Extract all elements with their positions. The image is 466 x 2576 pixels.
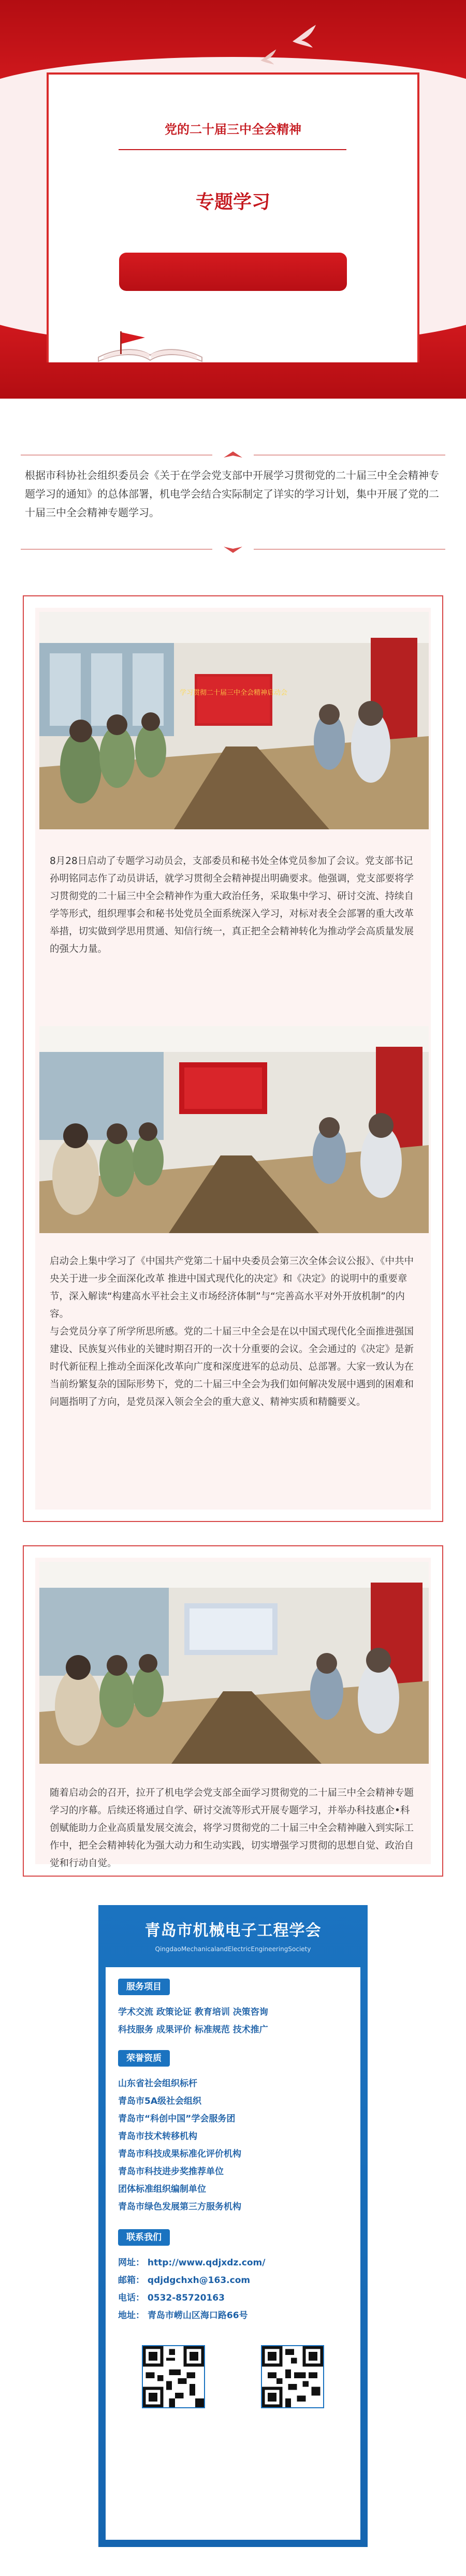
title-card <box>47 72 419 362</box>
honor-item: 青岛市“科创中国”学会服务团 <box>118 2114 236 2124</box>
honor-item: 青岛市绿色发展第三方服务机构 <box>118 2202 241 2212</box>
contact-phone: 电话： 0532-85720163 <box>118 2293 225 2303</box>
honor-item: 山东省社会组织标杆 <box>118 2079 197 2089</box>
contact-website[interactable]: 网址： http://www.qdjxdz.com/ <box>118 2258 266 2268</box>
contact-email[interactable]: 邮箱： qdjdgchxh@163.com <box>118 2275 251 2286</box>
honors-tag: 荣誉资质 <box>118 2050 170 2067</box>
honor-item: 青岛市技术转移机构 <box>118 2131 197 2142</box>
honor-item: 青岛市5A级社会组织 <box>118 2096 201 2106</box>
decorative-pill <box>119 253 347 291</box>
contact-tag: 联系我们 <box>118 2229 170 2246</box>
section-box-1 <box>23 595 443 1522</box>
section3-paragraph: 随着启动会的召开，拉开了机电学会党支部全面学习贯彻党的二十届三中全会精神专题学习的序幕。后续还将通过自学、研讨交流等形式开展专题学习，并举办科技惠企•科创赋能助力企业高质量发展交流会，将学习贯彻党的二十届三中全会精神融入到实际工作中，把全会精神转化为强大动力和生动实践，切实增强学习贯彻的思想自觉、政治自觉和行动自觉。 <box>50 1788 414 1869</box>
honor-item: 团体标准组织编制单位 <box>118 2184 206 2194</box>
section2-paragraph-1: 启动会上集中学习了《中国共产党第二十届中央委员会第三次全体会议公报》、《中共中央关于进一步全面深化改革 推进中国式现代化的决定》和《决定》的说明中的重要章节，深入解读“构建高水平社会主义市场经济体制”与“完善高水平对外开放机制”的内容。 <box>50 1256 414 1320</box>
services-row-1: 学术交流 政策论证 教育培训 决策咨询 <box>118 2007 268 2017</box>
meeting-photo-2 <box>39 1026 429 1233</box>
contact-address: 地址： 青岛市崂山区海口路66号 <box>118 2310 248 2321</box>
society-name-en: QingdaoMechanicalandElectricEngineeringSociety <box>155 1945 311 1953</box>
section2-paragraphs <box>50 1253 417 1411</box>
intro-divider-bottom <box>21 549 445 550</box>
page-subtitle: 专题学习 <box>195 192 270 213</box>
dove-icon <box>259 47 280 67</box>
meeting-photo-1 <box>39 612 429 829</box>
society-info-panel <box>106 1967 360 2540</box>
qr-code-icon <box>261 2345 324 2408</box>
page-title: 党的二十届三中全会精神 <box>165 122 301 137</box>
intro-divider-top <box>21 455 445 456</box>
section2-paragraph-2: 与会党员分享了所学所思所感。党的二十届三中全会是在以中国式现代化全面推进强国建设、民族复兴伟业的关键时期召开的一次十分重要的会议。全会通过的《决定》是新时代新征程上推动全面深化改革向广度和深度进军的总动员、总部署。大家一致认为在当前纷繁复杂的国际形势下，党的二十届三中全会为我们如何解决发展中遇到的困难和问题指明了方向，是党员深入领会全会的重大意义、精神实质和精髓要义。 <box>50 1326 414 1408</box>
section1-paragraph: 8月28日启动了专题学习动员会，支部委员和秘书处全体党员参加了会议。党支部书记孙明铭同志作了动员讲话，就学习贯彻全会精神提出明确要求。他强调，党支部要将学习贯彻党的二十届三中全会精神作为重大政治任务，采取集中学习、研讨交流、持续自学等形式，组织理事会和秘书处党员全面系统深入学习，对标对表全会部署的重大改革举措，切实做到学思用贯通、知信行统一，真正把全会精神转化为推动学会高质量发展的强大力量。 <box>50 856 414 955</box>
qr-code-icon <box>142 2345 205 2408</box>
intro-paragraph: 根据市科协社会组织委员会《关于在学会党支部中开展学习贯彻党的二十届三中全会精神专题学习的通知》的总体部署，机电学会结合实际制定了详实的学习计划，集中开展了党的二十届三中全会精神专题学习。 <box>25 469 439 519</box>
services-tag: 服务项目 <box>118 1979 170 1995</box>
screen-banner-text: 学习贯彻二十届三中全会精神启动会 <box>179 689 288 697</box>
honor-item: 青岛市科技进步奖推荐单位 <box>118 2167 224 2177</box>
title-divider <box>119 149 346 150</box>
services-row-2: 科技服务 成果评价 标准规范 技术推广 <box>118 2025 268 2035</box>
meeting-photo-3 <box>39 1562 429 1764</box>
honor-item: 青岛市科技成果标准化评价机构 <box>118 2149 241 2159</box>
open-book-icon <box>88 326 212 368</box>
society-info-card <box>98 1905 368 2547</box>
section-box-2 <box>23 1545 443 1877</box>
dove-icon <box>290 21 321 52</box>
header-banner <box>0 0 466 399</box>
society-name: 青岛市机械电子工程学会 <box>144 1922 322 1940</box>
